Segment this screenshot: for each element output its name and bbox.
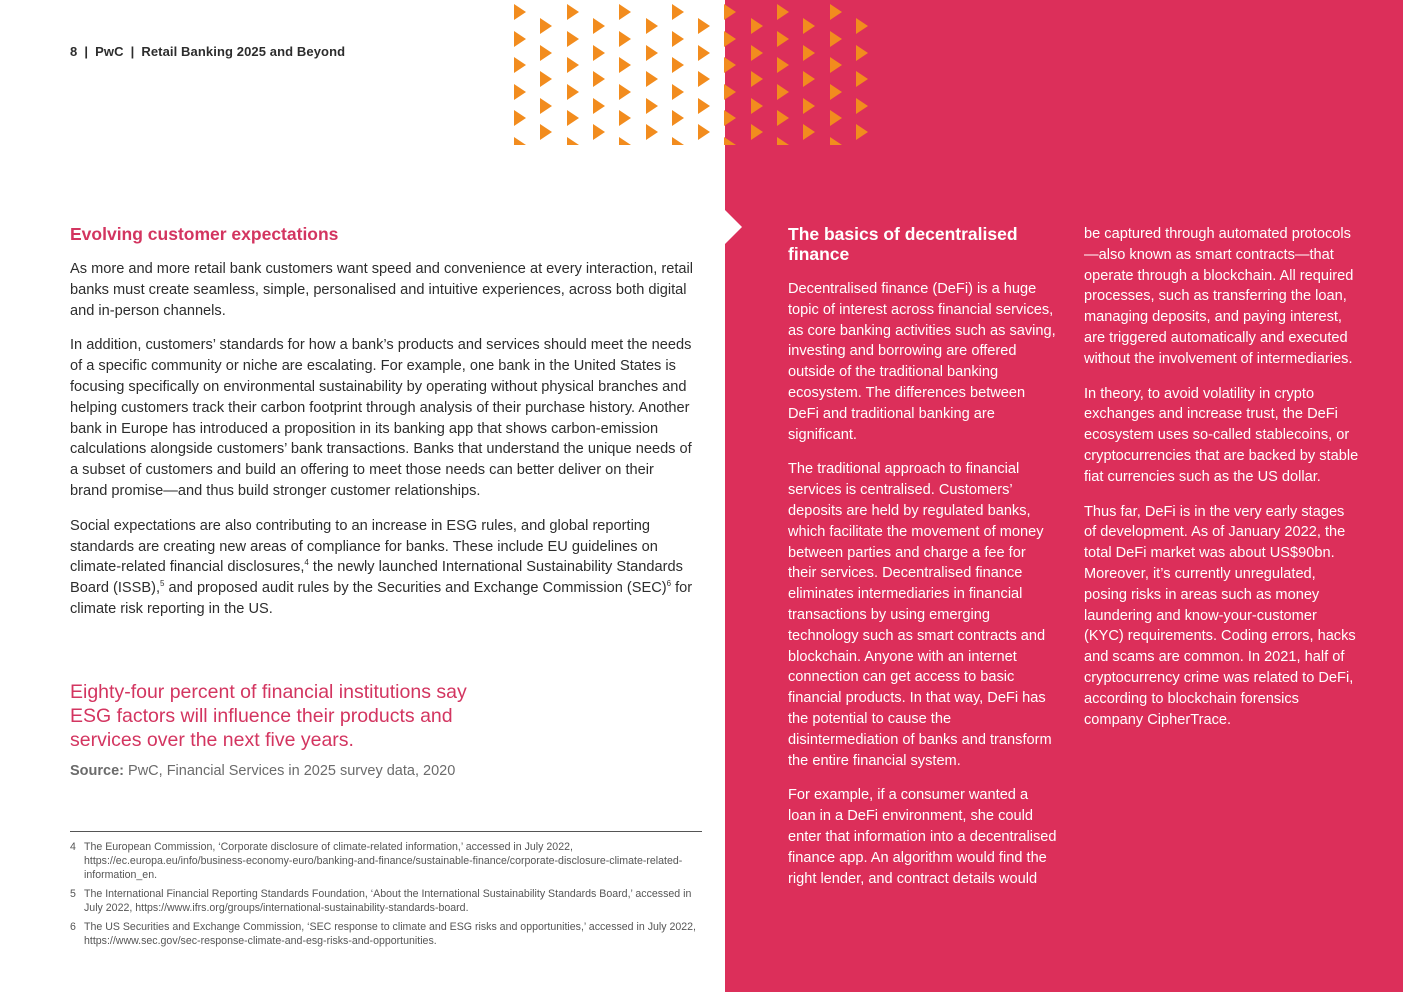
triangle-shape xyxy=(567,57,579,73)
triangle-shape xyxy=(514,137,526,146)
triangle-shape xyxy=(540,45,552,61)
triangle-shape xyxy=(856,18,868,34)
triangle-shape xyxy=(698,45,710,61)
footnote-text: The International Financial Reporting Standards Foundation, ‘About the International Sustainability Standards Board,’ accessed in July 2022, https://www.ifrs.org/groups/international-sustainability-standards-board. xyxy=(84,888,692,914)
triangle-shape xyxy=(803,71,815,87)
triangle-shape xyxy=(724,57,736,73)
triangle-shape xyxy=(698,71,710,87)
triangle-shape xyxy=(672,110,684,126)
sidebar-paragraph-3: For example, if a consumer wanted a loan in a DeFi environment, she could enter that information into a decentralised finance app. An algorithm would find the right lender, and contract details would xyxy=(788,787,1057,887)
triangle-shape xyxy=(698,124,710,140)
paragraph-3: Social expectations are also contributing to an increase in ESG rules, and global reporting standards are creating new areas of compliance for banks. These include EU guidelines on climate-related financial disclosures,$^4$ the newly launched International Sustainability Standards Board (ISSB),$^5$ and proposed audit rules by the Securities and Exchange Commission (SEC)$^6$ for climate risk reporting in the US. xyxy=(70,517,693,617)
triangle-shape xyxy=(724,84,736,100)
triangle-shape xyxy=(856,45,868,61)
decorative-triangle-pattern xyxy=(510,0,875,145)
triangle-shape xyxy=(830,57,842,73)
triangle-shape xyxy=(672,137,684,146)
triangle-shape xyxy=(514,57,526,73)
triangle-shape xyxy=(830,4,842,20)
triangle-shape xyxy=(646,124,658,140)
triangle-shape xyxy=(619,57,631,73)
triangle-shape xyxy=(698,18,710,34)
triangle-shape xyxy=(672,84,684,100)
triangle-shape xyxy=(646,45,658,61)
footnote-number: 6 xyxy=(70,921,76,933)
triangle-shape xyxy=(724,110,736,126)
triangle-shape xyxy=(646,18,658,34)
triangle-shape xyxy=(514,4,526,20)
footnote xyxy=(70,840,702,882)
triangle-shape xyxy=(672,31,684,47)
triangle-shape xyxy=(751,18,763,34)
paragraph-2: In addition, customers’ standards for how a bank’s products and services should meet the needs of a specific community or niche are escalating. For example, one bank in the United States is focusing specifically on environmental sustainability by operating without physical branches and helping customers track their carbon footprint through analysis of their purchase history. Another bank in Europe has introduced a proposition in its banking app that shows carbon-emission calculations alongside customers’ bank transactions. Banks that understand the unique needs of a subset of customers and build an offering to meet those needs can better deliver on their brand promise—and thus build stronger customer relationships. xyxy=(70,337,692,499)
source-label: Source: xyxy=(70,763,124,779)
triangle-shape xyxy=(777,4,789,20)
triangle-shape xyxy=(856,98,868,114)
triangle-shape xyxy=(619,137,631,146)
footnote-number: 4 xyxy=(70,841,76,853)
triangle-shape xyxy=(540,71,552,87)
header-brand: PwC xyxy=(95,44,124,59)
triangle-shape xyxy=(672,57,684,73)
triangle-shape xyxy=(593,98,605,114)
sidebar-title: The basics of decentralised finance xyxy=(788,224,1018,264)
running-header: 8 | PwC | Retail Banking 2025 and Beyond xyxy=(70,44,346,59)
triangle-shape xyxy=(567,137,579,146)
triangle-shape xyxy=(830,84,842,100)
triangle-shape xyxy=(856,124,868,140)
triangle-shape xyxy=(698,98,710,114)
sidebar-paragraph-1: Decentralised finance (DeFi) is a huge topic of interest across financial services, as core banking activities such as saving, investing and borrowing are offered outside of the traditional banking ecosystem. The differences between DeFi and traditional banking are significant. xyxy=(788,281,1056,443)
footnote-ref-4[interactable]: 4 xyxy=(304,558,309,568)
triangle-shape xyxy=(724,4,736,20)
triangle-shape xyxy=(619,31,631,47)
triangle-shape xyxy=(514,110,526,126)
sidebar-paragraph-5: In theory, to avoid volatility in crypto exchanges and increase trust, the DeFi ecosystem uses so-called stablecoins, or cryptocurrencies that are backed by stable fiat currencies such as the US dollar. xyxy=(1084,385,1359,485)
triangle-shape xyxy=(777,84,789,100)
footnote-ref-5[interactable]: 5 xyxy=(160,579,165,589)
header-doc-title: Retail Banking 2025 and Beyond xyxy=(141,44,346,59)
triangle-shape xyxy=(540,124,552,140)
footnote-divider xyxy=(70,831,702,832)
sidebar-paragraph-4: be captured through automated protocols—also known as smart contracts—that operate through a blockchain. All required processes, such as transferring the loan, managing deposits, and paying interest, are triggered automatically and executed without the involvement of intermediaries. xyxy=(1084,226,1354,367)
triangle-shape xyxy=(593,124,605,140)
section-title: Evolving customer expectations xyxy=(70,224,339,244)
triangle-shape xyxy=(567,84,579,100)
triangle-shape xyxy=(803,18,815,34)
triangle-shape xyxy=(646,98,658,114)
left-column xyxy=(70,224,695,634)
triangle-shape xyxy=(803,98,815,114)
triangle-shape xyxy=(830,31,842,47)
triangle-shape xyxy=(593,45,605,61)
page-number: 8 xyxy=(70,44,78,59)
triangle-shape xyxy=(619,84,631,100)
triangle-shape xyxy=(803,124,815,140)
right-column-1 xyxy=(788,224,1058,903)
triangle-shape xyxy=(540,18,552,34)
triangle-shape xyxy=(672,4,684,20)
footnote-text: The European Commission, ‘Corporate disclosure of climate-related information,’ accessed in July 2022, https://ec.europa.eu/info/business-economy-euro/banking-and-finance/sustainable-finance/corporate-disclosure-climate-related-information_en. xyxy=(84,841,683,881)
panel-notch xyxy=(725,210,742,244)
triangle-shape xyxy=(619,110,631,126)
footnote-ref-6[interactable]: 6 xyxy=(666,579,672,589)
triangle-shape xyxy=(567,110,579,126)
footnotes xyxy=(70,840,702,953)
triangle-shape xyxy=(593,71,605,87)
quote-source xyxy=(70,763,455,779)
triangle-shape xyxy=(777,137,789,146)
triangle-shape xyxy=(724,31,736,47)
triangle-shape xyxy=(830,110,842,126)
footnote xyxy=(70,920,702,948)
triangle-shape xyxy=(593,18,605,34)
footnote-text: The US Securities and Exchange Commission, ‘SEC response to climate and ESG risks and opportunities,’ accessed in July 2022, https://www.sec.gov/sec-response-climate-and-esg-risks-and-opportunities. xyxy=(84,921,696,947)
triangle-shape xyxy=(540,98,552,114)
sidebar-paragraph-6: Thus far, DeFi is in the very early stages of development. As of January 2022, the total DeFi market was about US$90bn. Moreover, it’s currently unregulated, posing risks in areas such as money laundering and know-your-customer (KYC) requirements. Coding errors, hacks and scams are common. In 2021, half of cryptocurrency crime was related to DeFi, according to blockchain forensics company CipherTrace. xyxy=(1084,503,1356,728)
triangle-shape xyxy=(724,137,736,146)
right-column-2 xyxy=(1084,224,1359,744)
triangle-shape xyxy=(830,137,842,146)
triangle-shape xyxy=(751,124,763,140)
sidebar-paragraph-2: The traditional approach to financial services is centralised. Customers’ deposits are held by regulated banks, which facilitate the movement of money between parties and charge a fee for their services. Decentralised finance eliminates intermediaries in financial transactions by using emerging technology such as smart contracts and blockchain. Anyone with an internet connection can get access to basic financial products. In that way, DeFi has the potential to cause the disintermediation of banks and transform the entire financial system. xyxy=(788,461,1052,769)
source-text: PwC, Financial Services in 2025 survey data, 2020 xyxy=(124,763,456,779)
triangle-shape xyxy=(856,71,868,87)
paragraph-1: As more and more retail bank customers want speed and convenience at every interaction, retail banks must create seamless, simple, personalised and intuitive experiences, across both digital and in-person channels. xyxy=(70,261,693,319)
footnote xyxy=(70,887,702,915)
pull-quote: Eighty-four percent of financial institutions say ESG factors will influence their products and services over the next five years. xyxy=(70,681,467,751)
triangle-shape xyxy=(751,71,763,87)
triangle-shape xyxy=(751,45,763,61)
triangle-shape xyxy=(777,110,789,126)
triangle-shape xyxy=(803,45,815,61)
triangle-shape xyxy=(751,98,763,114)
triangle-shape xyxy=(619,4,631,20)
footnote-number: 5 xyxy=(70,888,76,900)
triangle-shape xyxy=(777,31,789,47)
triangle-shape xyxy=(567,4,579,20)
triangle-shape xyxy=(514,84,526,100)
triangle-shape xyxy=(514,31,526,47)
triangle-shape xyxy=(567,31,579,47)
triangle-shape xyxy=(777,57,789,73)
triangle-shape xyxy=(646,71,658,87)
